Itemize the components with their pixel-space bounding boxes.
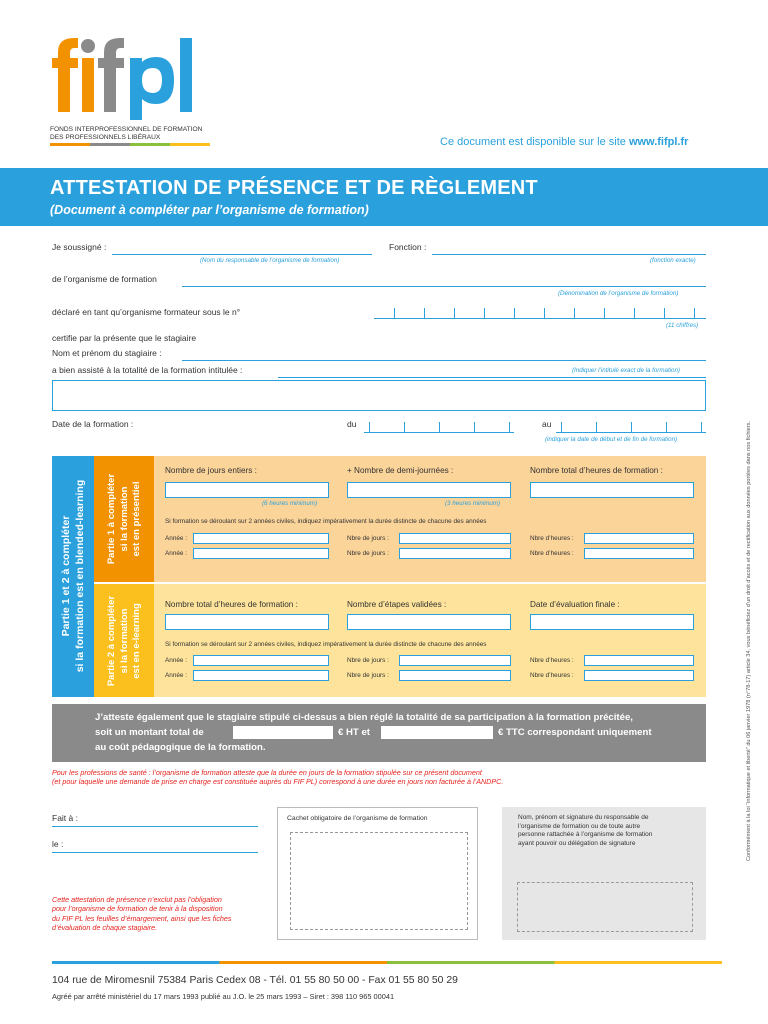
part2-heures-label-1: Nbre d’heures : bbox=[530, 657, 574, 664]
part1-sidebar bbox=[94, 456, 154, 582]
site-link[interactable]: www.fifpl.fr bbox=[628, 136, 689, 148]
part2-jours-input-2[interactable] bbox=[399, 670, 511, 681]
date-start-field[interactable] bbox=[364, 419, 514, 433]
declaration-number-field[interactable] bbox=[374, 305, 706, 319]
e-learning-heures-input[interactable] bbox=[165, 614, 329, 630]
montant-ttc-input[interactable] bbox=[381, 726, 493, 739]
attestation-warning: Cette attestation de présence n’exclut pas l’obligation pour l’organisme de formation de tenir à la disposition du FIF PL les feuilles d’émargement, ainsi que les fiches d’évaluation de chaque stagiaire. bbox=[52, 895, 232, 933]
nom-prenom-label: Nom et prénom du stagiaire : bbox=[52, 348, 162, 358]
organisme-label: de l’organisme de formation bbox=[52, 274, 157, 284]
assiste-hint: (Indiquer l’intitulé exact de la formation) bbox=[572, 367, 680, 374]
organisme-field[interactable] bbox=[182, 286, 706, 287]
part1-hint1: (6 heures minimum) bbox=[262, 500, 318, 507]
payment-section bbox=[52, 704, 706, 762]
assiste-label: a bien assisté à la totalité de la formation intitulée : bbox=[52, 365, 243, 375]
signature-box[interactable] bbox=[502, 807, 706, 940]
part2-annee-label-2: Année : bbox=[165, 672, 188, 679]
title-banner bbox=[0, 168, 768, 226]
part1-section bbox=[154, 456, 706, 582]
part2-section bbox=[154, 584, 706, 697]
privacy-note: Conformément à la loi “informatique et liberté” du 06 janvier 1978 (n°78-17) article 34, vous bénéficiez d’un droit d’accès et de rectification aux données portées dans nos fichiers. bbox=[746, 420, 752, 862]
part1-side-label: Partie 1 à compléter si la formation est en présentiel bbox=[106, 473, 142, 565]
payment-line-3: au coût pédagogique de la formation. bbox=[95, 742, 266, 753]
part2-annee-input-1[interactable] bbox=[193, 655, 329, 666]
le-label: le : bbox=[52, 839, 64, 849]
part1-annee-label-2: Année : bbox=[165, 550, 188, 557]
part2-col1-label: Nombre total d’heures de formation : bbox=[165, 600, 298, 609]
formation-title-box[interactable] bbox=[52, 380, 706, 411]
health-professions-note: Pour les professions de santé : l’organisme de formation atteste que la durée en jours de la formation stipulée sur ce présent document (et pour laquelle une demande de prise en charge est constituée auprès du FIF PL) correspond à une durée en jours non facturée à l’ANDPC. bbox=[52, 768, 504, 787]
part1-annee-input-2[interactable] bbox=[193, 548, 329, 559]
assiste-field[interactable] bbox=[278, 377, 706, 378]
part1-jours-label-2: Nbre de jours : bbox=[347, 550, 389, 557]
etapes-validees-input[interactable] bbox=[347, 614, 511, 630]
part2-col2-label: Nombre d’étapes validées : bbox=[347, 600, 447, 609]
document-title: ATTESTATION DE PRÉSENCE ET DE RÈGLEMENT bbox=[50, 177, 538, 199]
blended-learning-sidebar bbox=[52, 456, 94, 697]
part1-jours-input-2[interactable] bbox=[399, 548, 511, 559]
part1-col3-label: Nombre total d’heures de formation : bbox=[530, 466, 663, 475]
part1-jours-label-1: Nbre de jours : bbox=[347, 535, 389, 542]
part2-heures-input-1[interactable] bbox=[584, 655, 694, 666]
declare-label: déclaré en tant qu’organisme formateur sous le n° bbox=[52, 307, 241, 317]
montant-ht-input[interactable] bbox=[233, 726, 333, 739]
part1-heures-label-1: Nbre d’heures : bbox=[530, 535, 574, 542]
demi-journees-input[interactable] bbox=[347, 482, 511, 498]
blended-learning-label: Partie 1 et 2 à compléter si la formation est en blended-learning bbox=[60, 479, 86, 673]
part1-jours-input-1[interactable] bbox=[399, 533, 511, 544]
part1-hint2: (3 heures minimum) bbox=[445, 500, 501, 507]
part1-col1-label: Nombre de jours entiers : bbox=[165, 466, 257, 475]
payment-ht-label: € HT et bbox=[338, 727, 370, 738]
part1-heures-input-1[interactable] bbox=[584, 533, 694, 544]
part1-note: Si formation se déroulant sur 2 années civiles, indiquez impérativement la durée distincte de chacune des années bbox=[165, 518, 487, 525]
fonction-hint: (fonction exacte) bbox=[650, 257, 696, 264]
logo-color-bar bbox=[50, 143, 210, 146]
cachet-stamp-area bbox=[290, 832, 468, 930]
payment-amount-label: soit un montant total de bbox=[95, 727, 204, 738]
part2-col3-label: Date d’évaluation finale : bbox=[530, 600, 620, 609]
part2-jours-label-2: Nbre de jours : bbox=[347, 672, 389, 679]
fonction-field[interactable] bbox=[432, 254, 706, 255]
signature-area bbox=[517, 882, 693, 932]
site-availability bbox=[440, 136, 688, 148]
fait-a-field[interactable] bbox=[52, 826, 258, 827]
part2-annee-input-2[interactable] bbox=[193, 670, 329, 681]
cachet-label: Cachet obligatoire de l’organisme de formation bbox=[287, 815, 428, 822]
footer-address: 104 rue de Miromesnil 75384 Paris Cedex 08 - Tél. 01 55 80 50 00 - Fax 01 55 80 50 29 bbox=[52, 975, 458, 986]
part1-col2-label: + Nombre de demi-journées : bbox=[347, 466, 454, 475]
footer-color-bar bbox=[52, 961, 722, 964]
je-soussigne-field[interactable] bbox=[112, 254, 372, 255]
part2-sidebar bbox=[94, 584, 154, 697]
date-evaluation-input[interactable] bbox=[530, 614, 694, 630]
je-soussigne-hint: (Nom du responsable de l’organisme de formation) bbox=[200, 257, 340, 264]
part2-note: Si formation se déroulant sur 2 années civiles, indiquez impérativement la durée distincte de chacune des années bbox=[165, 641, 487, 648]
date-end-field[interactable] bbox=[556, 419, 706, 433]
part2-heures-label-2: Nbre d’heures : bbox=[530, 672, 574, 679]
footer-agreement: Agréé par arrêté ministériel du 17 mars 1993 publié au J.O. le 25 mars 1993 – Siret : 398 110 965 00041 bbox=[52, 992, 395, 1001]
part1-annee-input-1[interactable] bbox=[193, 533, 329, 544]
part1-heures-input-2[interactable] bbox=[584, 548, 694, 559]
jours-entiers-input[interactable] bbox=[165, 482, 329, 498]
fifpl-logo-icon bbox=[50, 30, 220, 120]
certifie-label: certifie par la présente que le stagiaire bbox=[52, 333, 197, 343]
declare-hint: (11 chiffres) bbox=[666, 322, 699, 329]
part2-side-label: Partie 2 à compléter si la formation est en e-learning bbox=[106, 595, 142, 687]
document-subtitle: (Document à compléter par l’organisme de formation) bbox=[50, 203, 369, 217]
total-heures-input[interactable] bbox=[530, 482, 694, 498]
part1-heures-label-2: Nbre d’heures : bbox=[530, 550, 574, 557]
part2-jours-label-1: Nbre de jours : bbox=[347, 657, 389, 664]
part1-annee-label-1: Année : bbox=[165, 535, 188, 542]
part2-heures-input-2[interactable] bbox=[584, 670, 694, 681]
signature-label: Nom, prénom et signature du responsable de l’organisme de formation ou de toute autre personne rattachée à l’organisme de formation ayant pouvoir ou délégation de signature bbox=[518, 814, 653, 847]
site-text: Ce document est disponible sur le site bbox=[440, 136, 629, 148]
organisme-hint: (Dénomination de l’organisme de formation) bbox=[558, 290, 679, 297]
logo-subtitle-1: FONDS INTERPROFESSIONNEL DE FORMATION bbox=[50, 126, 203, 133]
logo bbox=[50, 30, 220, 150]
part2-jours-input-1[interactable] bbox=[399, 655, 511, 666]
fait-a-label: Fait à : bbox=[52, 813, 78, 823]
payment-line-1: J’atteste également que le stagiaire stipulé ci-dessus a bien réglé la totalité de sa participation à la formation précitée, bbox=[95, 712, 633, 723]
date-formation-label: Date de la formation : bbox=[52, 419, 134, 429]
part2-annee-label-1: Année : bbox=[165, 657, 188, 664]
fonction-label: Fonction : bbox=[389, 242, 427, 252]
cachet-box[interactable] bbox=[277, 807, 478, 940]
au-label: au bbox=[542, 419, 552, 429]
le-field[interactable] bbox=[52, 852, 258, 853]
je-soussigne-label: Je soussigné : bbox=[52, 242, 107, 252]
nom-prenom-field[interactable] bbox=[182, 360, 706, 361]
logo-subtitle-2: DES PROFESSIONNELS LIBÉRAUX bbox=[50, 134, 161, 141]
date-hint: (indiquer la date de début et de fin de formation) bbox=[545, 436, 678, 443]
du-label: du bbox=[347, 419, 357, 429]
payment-ttc-label: € TTC correspondant uniquement bbox=[498, 727, 652, 738]
